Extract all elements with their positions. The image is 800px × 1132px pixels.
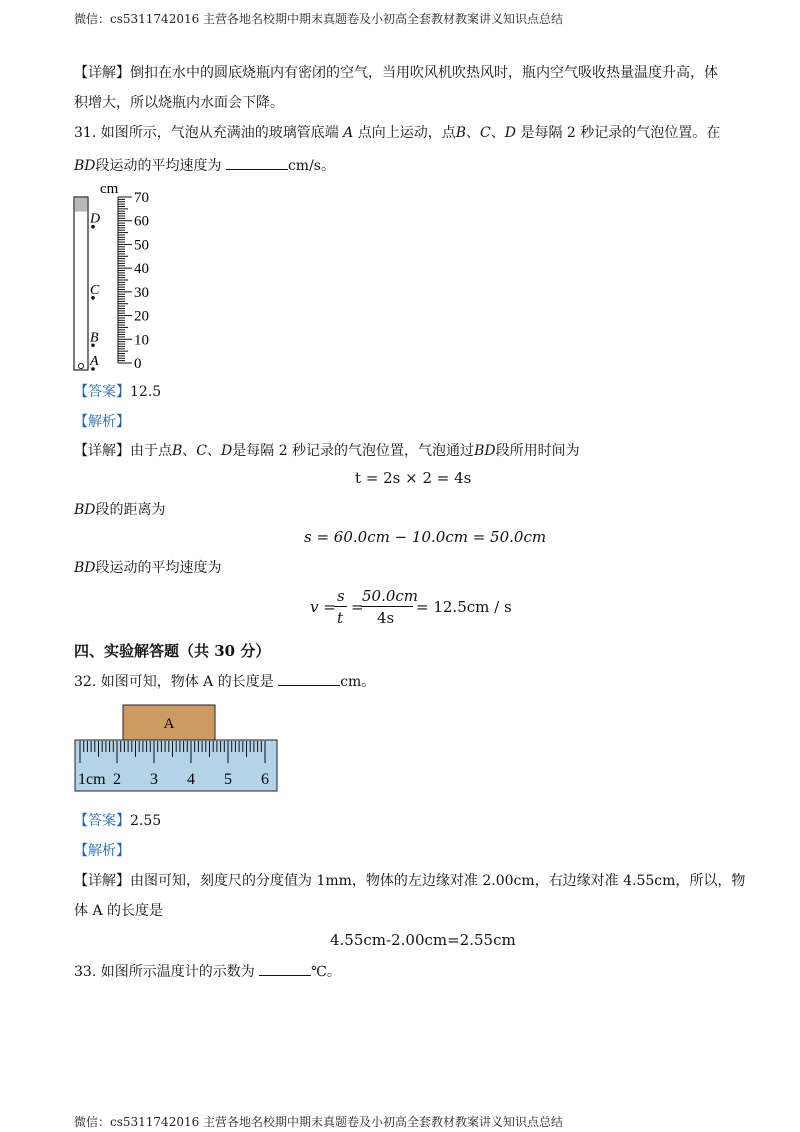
q32-detail-line2: 体 A 的长度是	[74, 903, 164, 919]
ruler-label: 4	[187, 771, 195, 788]
tube-tick-label: 50	[134, 237, 149, 254]
ruler-label: 5	[224, 771, 232, 788]
tube-tick-label: 40	[134, 261, 149, 278]
bubble-point-label: B	[90, 330, 99, 346]
bubble-point-label: A	[90, 354, 99, 369]
q31-analysis-tag: 【解析】	[74, 414, 130, 430]
page-footer: 微信：cs5311742016 主营各地名校期中期末真题卷及小初高全套教材教案讲义知识点总结	[74, 1115, 564, 1129]
ruler-label: 1cm	[78, 771, 106, 788]
q32-answer-blank[interactable]	[278, 671, 340, 686]
detail-tag: 【详解】	[74, 65, 130, 81]
tube-points	[89, 212, 100, 371]
frac-bar-2	[361, 606, 413, 607]
tube-tick-label: 70	[134, 190, 149, 206]
q32-eq: 4.55cm-2.00cm=2.55cm	[330, 931, 516, 949]
q30-detail-line1	[74, 63, 718, 83]
q31-eq-equals: =	[351, 598, 364, 616]
tube-cap	[75, 198, 88, 212]
tube-tick-label: 10	[134, 332, 149, 349]
q32-analysis-tag: 【解析】	[74, 843, 130, 859]
q30-text-1: 倒扣在水中的圆底烧瓶内有密闭的空气，当用吹风机吹热风时，瓶内空气吸收热量温度升高，体	[130, 65, 718, 81]
q31-eq-distance: s = 60.0cm − 10.0cm = 50.0cm	[304, 528, 547, 546]
q31-frac-num: 50.0cm	[362, 587, 419, 605]
q31-stem-line1: 31. 如图所示，气泡从充满油的玻璃管底端 A 点向上运动，点B、C、D 是每隔 2 秒记录的气泡位置。在	[74, 125, 721, 141]
q31-eq-speed-left: v =	[310, 598, 336, 616]
q31-frac-s: s	[337, 587, 345, 605]
tube-tick-label: 30	[134, 284, 149, 301]
q33-answer-blank[interactable]	[259, 961, 311, 976]
object-a-label: A	[163, 716, 175, 732]
q32-detail-line1: 【详解】由图可知，刻度尺的分度值为 1mm，物体的左边缘对准 2.00cm，右边缘对准 4.55cm，所以，物	[74, 873, 746, 889]
ruler-label: 2	[113, 771, 121, 788]
tube-unit-label: cm	[100, 181, 119, 197]
tube-scale	[118, 190, 149, 372]
q31-detail-line: 【详解】由于点B、C、D是每隔 2 秒记录的气泡位置，气泡通过BD段所用时间为	[74, 443, 580, 459]
glass-tube	[74, 197, 88, 370]
bubble	[78, 363, 83, 368]
section-4-title: 四、实验解答题（共 30 分）	[74, 642, 271, 660]
q31-tube-figure	[70, 180, 160, 372]
ruler-label: 6	[261, 771, 269, 788]
q31-frac-t: t	[337, 609, 344, 627]
ruler-label: 3	[150, 771, 158, 788]
q31-eq-time: t = 2s × 2 = 4s	[355, 469, 472, 487]
q30-detail-line2: 积增大，所以烧瓶内水面会下降。	[74, 95, 284, 111]
page-header: 微信：cs5311742016 主营各地名校期中期末真题卷及小初高全套教材教案讲义知识点总结	[74, 12, 564, 26]
q33-stem: 33. 如图所示温度计的示数为 ℃。	[74, 961, 341, 982]
q32-ruler-figure	[70, 700, 284, 796]
bubble-point-label: D	[90, 211, 101, 227]
q31-answer-blank[interactable]	[226, 155, 288, 170]
tube-tick-label: 0	[134, 356, 142, 372]
tube-tick-label: 20	[134, 308, 149, 325]
frac-bar-1	[334, 606, 347, 607]
q32-stem: 32. 如图可知，物体 A 的长度是 cm。	[74, 671, 375, 692]
q31-eq-result: = 12.5cm / s	[416, 598, 512, 616]
bubble-point-label: C	[90, 282, 100, 298]
q32-answer: 【答案】2.55	[74, 813, 162, 829]
tube-tick-label: 60	[134, 213, 149, 230]
q31-speed-label: BD段运动的平均速度为	[74, 560, 222, 576]
q31-answer: 【答案】12.5	[74, 384, 162, 400]
q31-stem-line2: BD段运动的平均速度为 cm/s。	[74, 155, 335, 176]
q31-distance-label: BD段的距离为	[74, 502, 166, 518]
q31-frac-den: 4s	[377, 609, 395, 627]
